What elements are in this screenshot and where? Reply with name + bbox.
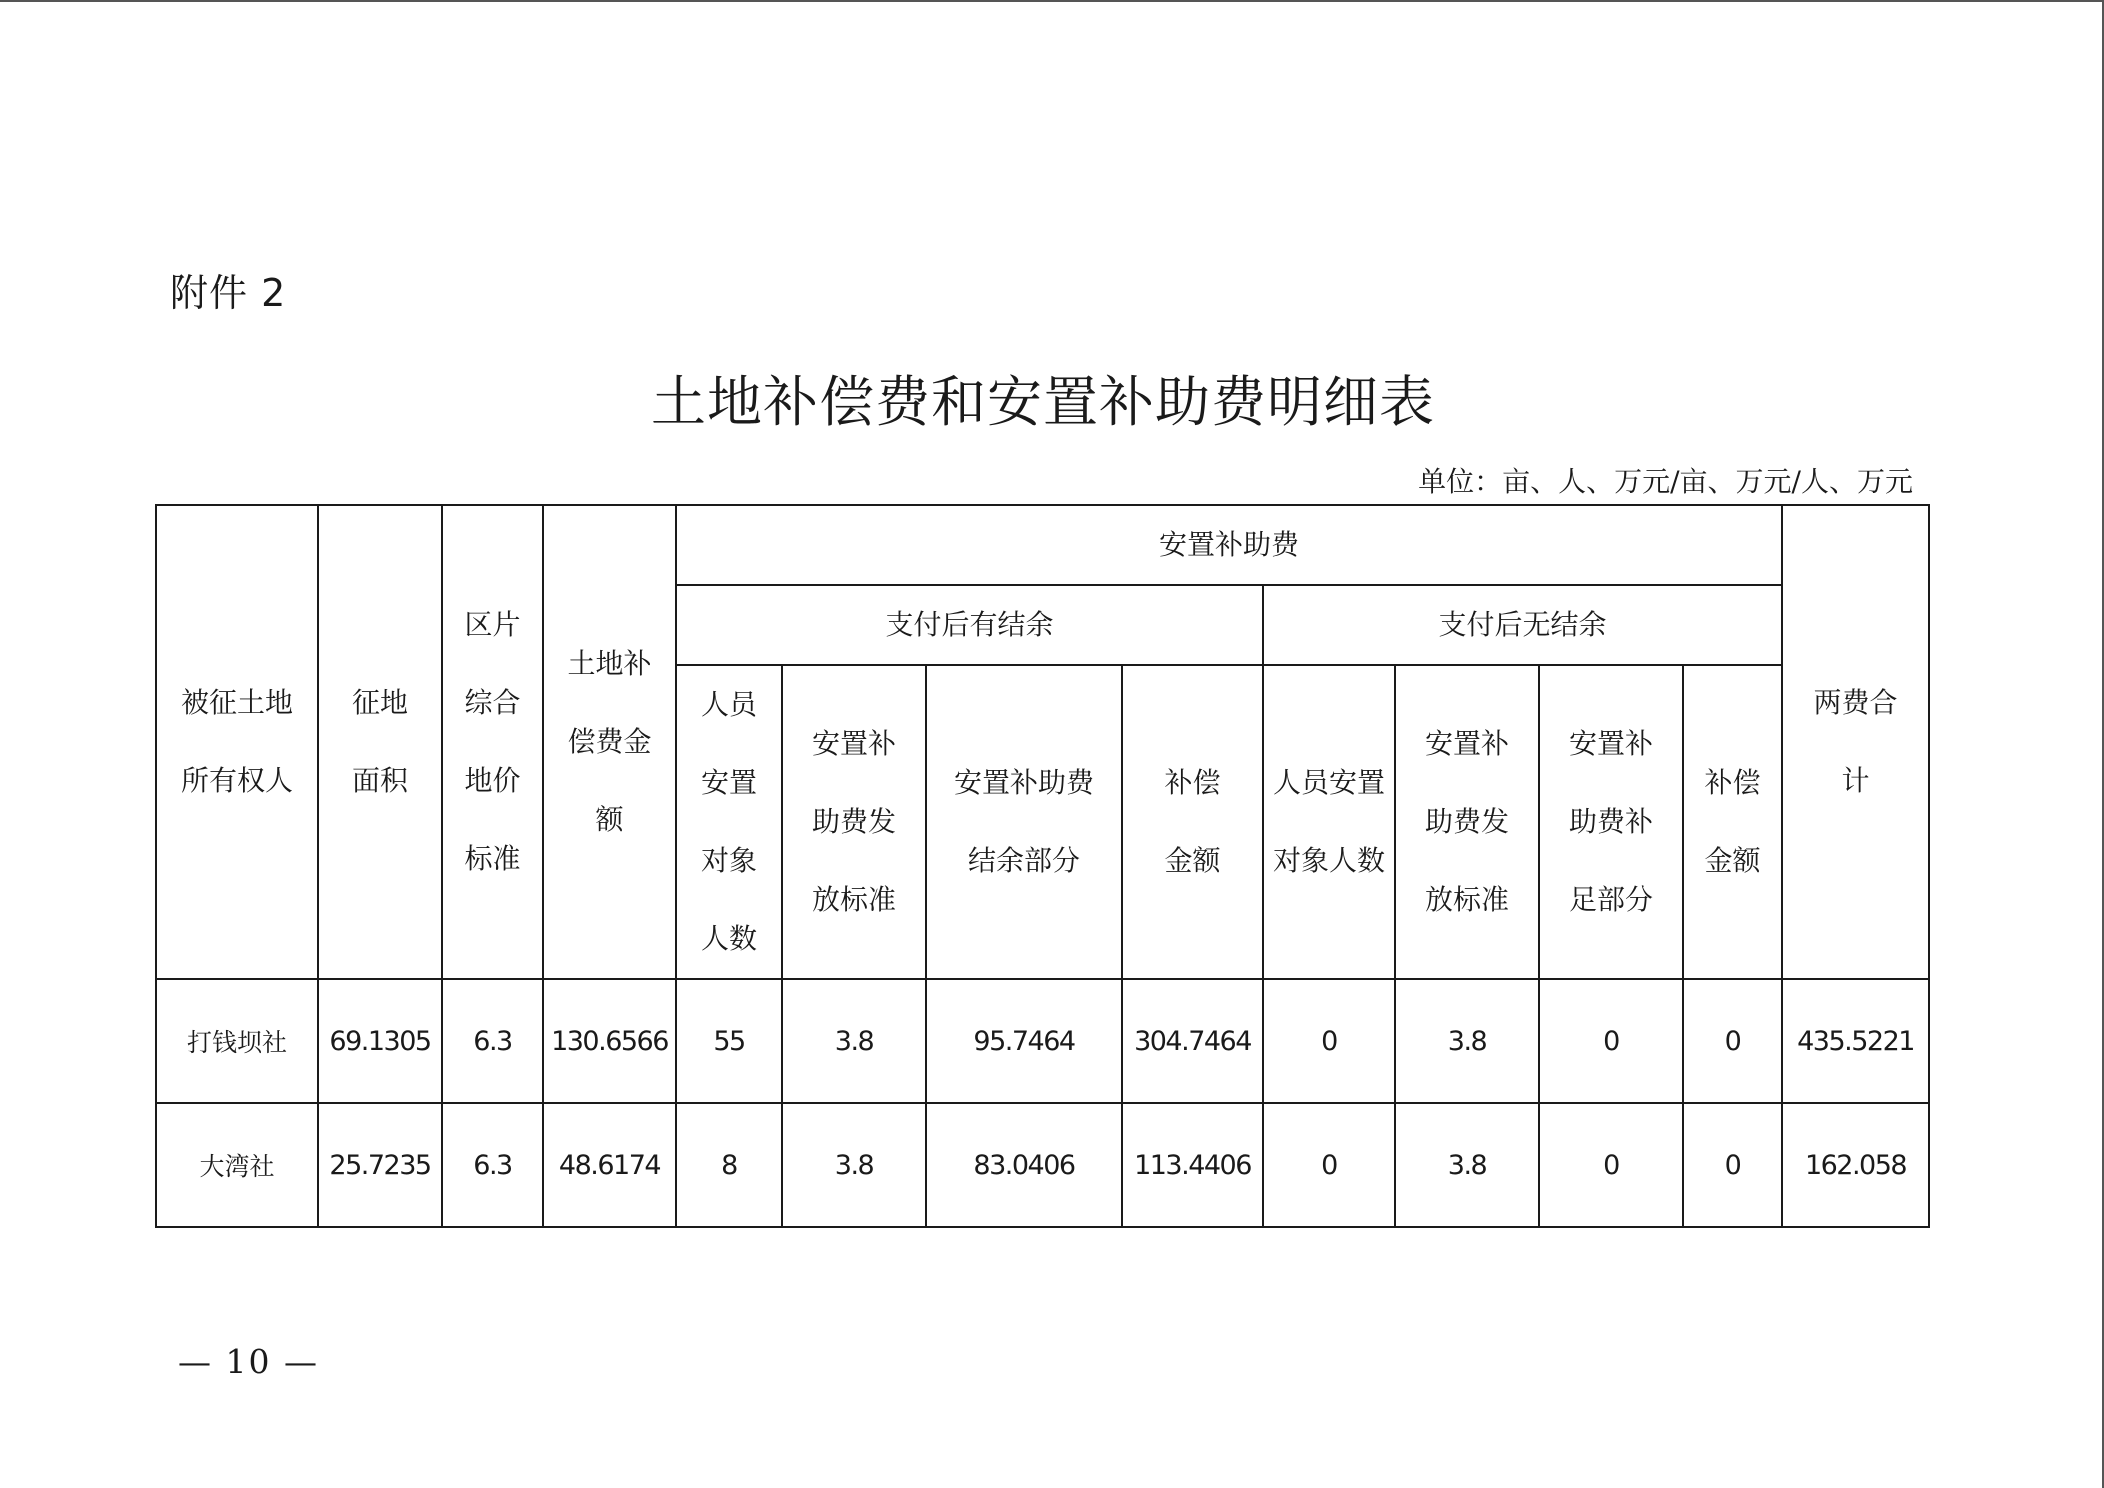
cell-wo-persons: 0 <box>1263 979 1395 1103</box>
header-land-comp <box>543 505 676 979</box>
header-total-label: 两费合 计 <box>1813 686 1898 797</box>
header-resettlement <box>676 505 1782 585</box>
cell-owner: 大湾社 <box>156 1103 318 1227</box>
cell-land-comp: 130.6566 <box>543 979 676 1103</box>
header-ws-persons-label: 人员 安置 对象 人数 <box>700 688 757 955</box>
cell-wo-standard: 3.8 <box>1395 1103 1539 1227</box>
header-total <box>1782 505 1929 979</box>
header-owner <box>156 505 318 979</box>
cell-ws-persons: 55 <box>676 979 782 1103</box>
header-area-label: 征地 面积 <box>351 686 408 797</box>
cell-wo-standard: 3.8 <box>1395 979 1539 1103</box>
header-ws-comp-label: 补偿 金额 <box>1164 766 1221 877</box>
cell-total: 162.058 <box>1782 1103 1929 1227</box>
table-row <box>156 1103 1929 1227</box>
cell-ws-comp: 113.4406 <box>1122 1103 1263 1227</box>
cell-ws-surplus: 95.7464 <box>926 979 1122 1103</box>
page-title: 土地补偿费和安置补助费明细表 <box>650 370 1435 434</box>
header-wo-persons <box>1263 665 1395 979</box>
header-land-comp-label: 土地补 偿费金 额 <box>567 647 652 836</box>
table-row <box>156 979 1929 1103</box>
cell-land-price: 6.3 <box>442 979 543 1103</box>
header-wo-standard-label: 安置补 助费发 放标准 <box>1424 727 1509 916</box>
cell-wo-topup: 0 <box>1539 1103 1683 1227</box>
cell-ws-standard: 3.8 <box>782 979 926 1103</box>
cell-ws-comp: 304.7464 <box>1122 979 1263 1103</box>
header-wo-topup <box>1539 665 1683 979</box>
compensation-table <box>155 504 1930 1228</box>
cell-owner: 打钱坝社 <box>156 979 318 1103</box>
cell-area: 69.1305 <box>318 979 442 1103</box>
header-resettlement-label: 安置补助费 <box>1159 528 1300 561</box>
cell-land-price: 6.3 <box>442 1103 543 1227</box>
header-ws-surplus <box>926 665 1122 979</box>
header-land-price <box>442 505 543 979</box>
header-wo-topup-label: 安置补 助费补 足部分 <box>1568 727 1653 916</box>
cell-ws-standard: 3.8 <box>782 1103 926 1227</box>
header-wo-comp <box>1683 665 1782 979</box>
cell-area: 25.7235 <box>318 1103 442 1227</box>
page-number: — 10 — <box>178 1342 319 1381</box>
cell-wo-comp: 0 <box>1683 979 1782 1103</box>
attachment-label: 附件 2 <box>170 271 287 315</box>
header-area <box>318 505 442 979</box>
top-edge-rule <box>0 0 2104 2</box>
cell-wo-comp: 0 <box>1683 1103 1782 1227</box>
header-ws-persons <box>676 665 782 979</box>
cell-ws-surplus: 83.0406 <box>926 1103 1122 1227</box>
header-wo-persons-label: 人员安置 对象人数 <box>1272 766 1385 877</box>
header-ws-comp <box>1122 665 1263 979</box>
header-with-surplus-label: 支付后有结余 <box>885 608 1054 641</box>
header-with-surplus <box>676 585 1263 665</box>
header-ws-standard <box>782 665 926 979</box>
header-wo-comp-label: 补偿 金额 <box>1704 766 1761 877</box>
cell-ws-persons: 8 <box>676 1103 782 1227</box>
cell-total: 435.5221 <box>1782 979 1929 1103</box>
cell-land-comp: 48.6174 <box>543 1103 676 1227</box>
header-without-surplus-label: 支付后无结余 <box>1438 608 1607 641</box>
unit-note: 单位：亩、人、万元/亩、万元/人、万元 <box>1418 465 1913 498</box>
header-wo-standard <box>1395 665 1539 979</box>
cell-wo-topup: 0 <box>1539 979 1683 1103</box>
header-owner-label: 被征土地 所有权人 <box>180 686 293 797</box>
header-without-surplus <box>1263 585 1782 665</box>
header-ws-surplus-label: 安置补助费 结余部分 <box>953 766 1094 877</box>
cell-wo-persons: 0 <box>1263 1103 1395 1227</box>
header-land-price-label: 区片 综合 地价 标准 <box>464 608 521 875</box>
header-ws-standard-label: 安置补 助费发 放标准 <box>811 727 896 916</box>
